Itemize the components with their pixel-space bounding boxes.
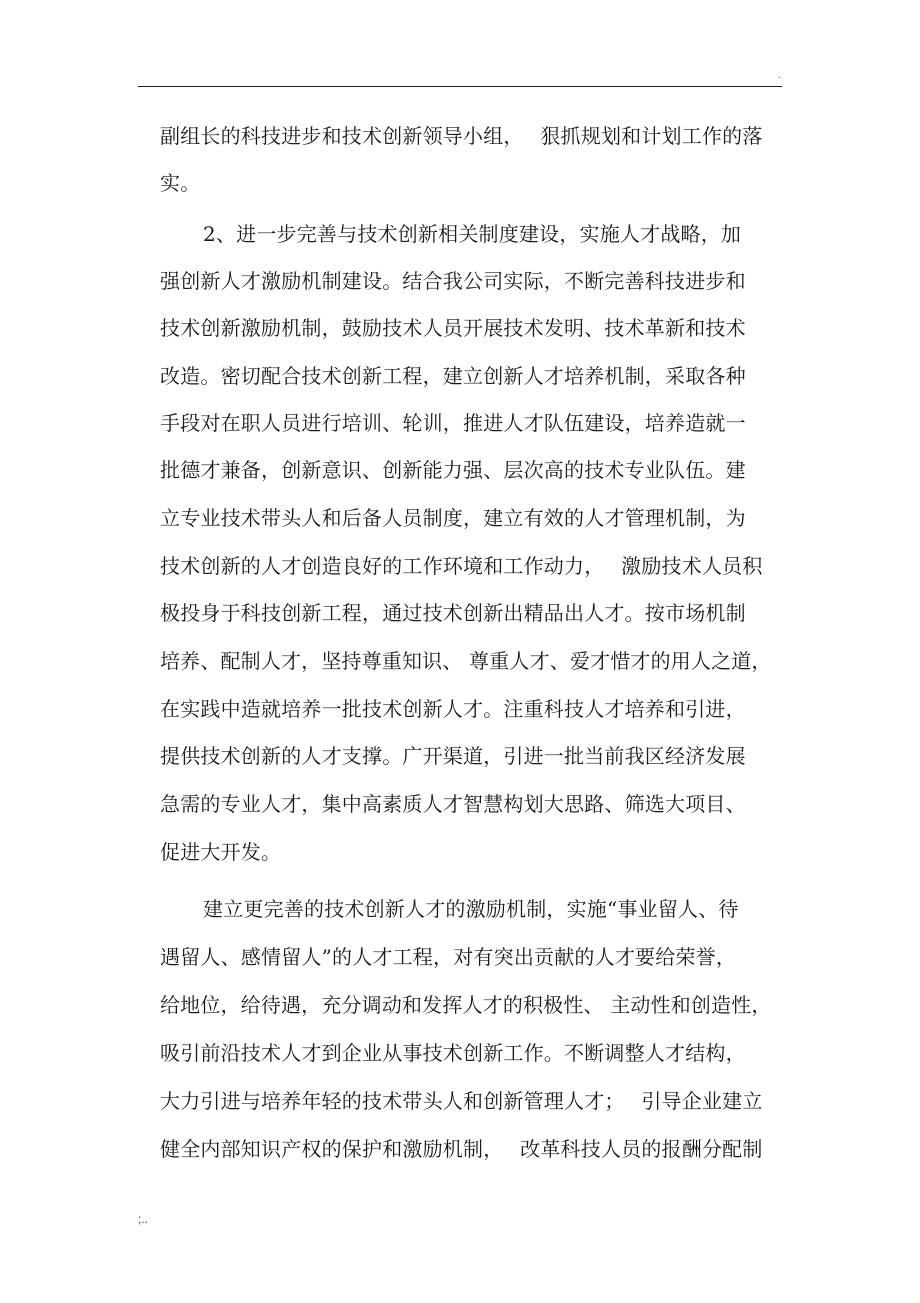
text-line: 实。 <box>160 171 201 195</box>
text-line: 大力引进与培养年轻的技术带头人和创新管理人才； 引导企业建立 <box>160 1089 763 1113</box>
text-line: 吸引前沿技术人才到企业从事技术创新工作。不断调整人才结构， <box>160 1041 746 1065</box>
text-line: 改造。密切配合技术创新工程，建立创新人才培养机制，采取各种 <box>160 364 746 388</box>
text-line: 技术创新激励机制，鼓励技术人员开展技术发明、技术革新和技术 <box>160 316 746 340</box>
text-line: 促进大开发。 <box>160 840 282 864</box>
text-line: 建立更完善的技术创新人才的激励机制，实施“事业留人、待 <box>203 897 739 921</box>
text-line: 技术创新的人才创造良好的工作环境和工作动力， 激励技术人员积 <box>160 554 763 578</box>
text-line: 急需的专业人才，集中高素质人才智慧构划大思路、筛选大项目、 <box>160 792 746 816</box>
text-line: 极投身于科技创新工程，通过技术创新出精品出人才。按市场机制 <box>160 601 746 625</box>
text-line: 手段对在职人员进行培训、轮训，推进人才队伍建设，培养造就一 <box>160 411 746 435</box>
text-line: 批德才兼备，创新意识、创新能力强、层次高的技术专业队伍。建 <box>160 458 746 482</box>
text-line: 遇留人、感情留人”的人才工程，对有突出贡献的人才要给荣誉， <box>160 945 737 969</box>
text-line: 强创新人才激励机制建设。结合我公司实际，不断完善科技进步和 <box>160 269 746 293</box>
text-line: 培养、配制人才，坚持尊重知识、 尊重人才、爱才惜才的用人之道， <box>160 649 772 673</box>
text-line: 健全内部知识产权的保护和激励机制， 改革科技人员的报酬分配制 <box>160 1137 763 1161</box>
header-mark: . <box>778 70 781 81</box>
footer-mark: ;.. <box>138 1212 149 1226</box>
text-line: 副组长的科技进步和技术创新领导小组， 狠抓规划和计划工作的落 <box>160 124 763 148</box>
text-line: 给地位，给待遇，充分调动和发挥人才的积极性、 主动性和创造性， <box>160 993 772 1017</box>
header-rule <box>138 86 782 87</box>
text-line: 2、进一步完善与技术创新相关制度建设，实施人才战略，加 <box>203 222 742 246</box>
text-line: 立专业技术带头人和后备人员制度，建立有效的人才管理机制，为 <box>160 506 746 530</box>
text-line: 提供技术创新的人才支撑。广开渠道，引进一批当前我区经济发展 <box>160 744 746 768</box>
text-line: 在实践中造就培养一批技术创新人才。注重科技人才培养和引进， <box>160 697 746 721</box>
